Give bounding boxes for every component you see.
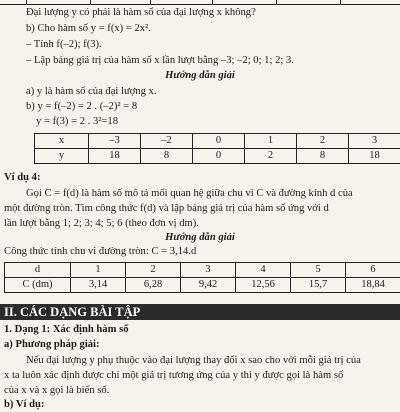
table-cell: 0	[193, 134, 245, 149]
table-cell: –3	[89, 134, 141, 149]
table-cell: y	[35, 149, 89, 164]
table-cell: 8	[141, 149, 193, 164]
example-4-text: một đường tròn. Tìm công thức f(d) và lập bảng giá trị của hàm số ứng với d	[4, 203, 329, 216]
table-cell: 1	[71, 263, 126, 278]
answer-b-line: b) y = f(–2) = 2 . (–2)² = 8	[26, 101, 137, 114]
value-table-d-c	[4, 262, 400, 293]
method-text: Nếu đại lượng y phụ thuộc vào đại lượng thay đổi x sao cho với mỗi giá trị của	[26, 355, 361, 368]
table-cell: 1	[245, 134, 297, 149]
table-cell: 6	[346, 263, 400, 278]
answer-a: a) y là hàm số của đại lượng x.	[26, 86, 157, 99]
table-cell: 12,56	[236, 278, 291, 293]
table-cell: 15,7	[291, 278, 346, 293]
table-cell: 5	[291, 263, 346, 278]
method-text: của x và x gọi là biến số.	[4, 385, 109, 398]
table-divider	[90, 0, 91, 5]
table-row	[5, 278, 400, 293]
table-row	[5, 263, 400, 278]
method-text: x ta luôn xác định được chỉ một giá trị tương ứng của y thì y được gọi là hàm số	[4, 370, 343, 383]
table-cell: 3	[349, 134, 400, 149]
table-cell: d	[5, 263, 71, 278]
table-cell: 18	[89, 149, 141, 164]
example-4-text: lần lượt bằng 1; 2; 3; 4; 5; 6 (theo đơn vị dm).	[4, 218, 199, 231]
table-cell: 2	[126, 263, 181, 278]
table-cell: 4	[236, 263, 291, 278]
table-row	[35, 149, 400, 164]
table-cell: 2	[297, 134, 349, 149]
section-banner	[0, 304, 400, 320]
table-row	[35, 134, 400, 149]
method-heading: a) Phương pháp giải:	[4, 339, 100, 352]
table-divider	[340, 0, 341, 5]
table-divider	[212, 0, 213, 5]
table-cell: 18,84	[346, 278, 400, 293]
table-divider	[276, 0, 277, 5]
question-line: Đại lượng y có phải là hàm số của đại lượng x không?	[26, 7, 256, 20]
example-4-text: Gọi C = f(d) là hàm số mô tả mối quan hệ giữa chu vi C và đường kính d của	[26, 188, 353, 201]
table-cell: 18	[349, 149, 400, 164]
question-b-item: – Lập bảng giá trị của hàm số x lần lượt bằng –3; –2; 0; 1; 2; 3.	[26, 55, 294, 68]
example-4-title: Ví dụ 4:	[4, 172, 41, 185]
formula-line: Công thức tính chu vi đường tròn: C = 3,14.d	[4, 246, 196, 259]
example-heading: b) Ví dụ:	[4, 399, 44, 412]
table-cell: 9,42	[181, 278, 236, 293]
solution-heading: Hướng dẫn giải	[0, 70, 400, 83]
section-banner-title: II. CÁC DẠNG BÀI TẬP	[4, 304, 140, 320]
answer-b-line: y = f(3) = 2 . 3²=18	[36, 116, 118, 129]
top-table-edge	[0, 0, 400, 5]
table-cell: 3,14	[71, 278, 126, 293]
table-cell: 3	[181, 263, 236, 278]
table-divider	[26, 0, 27, 5]
table-cell: x	[35, 134, 89, 149]
table-cell: 6,28	[126, 278, 181, 293]
table-divider	[150, 0, 151, 5]
table-cell: 8	[297, 149, 349, 164]
table-cell: –2	[141, 134, 193, 149]
value-table-x-y	[34, 133, 400, 164]
table-cell: 2	[245, 149, 297, 164]
question-b: b) Cho hàm số y = f(x) = 2x².	[26, 23, 151, 36]
solution-heading: Hướng dẫn giải	[0, 232, 400, 245]
table-cell: 0	[193, 149, 245, 164]
table-cell: C (dm)	[5, 278, 71, 293]
question-b-item: – Tính f(–2); f(3).	[26, 39, 102, 52]
exercise-type-heading: 1. Dạng 1: Xác định hàm số	[4, 324, 129, 337]
